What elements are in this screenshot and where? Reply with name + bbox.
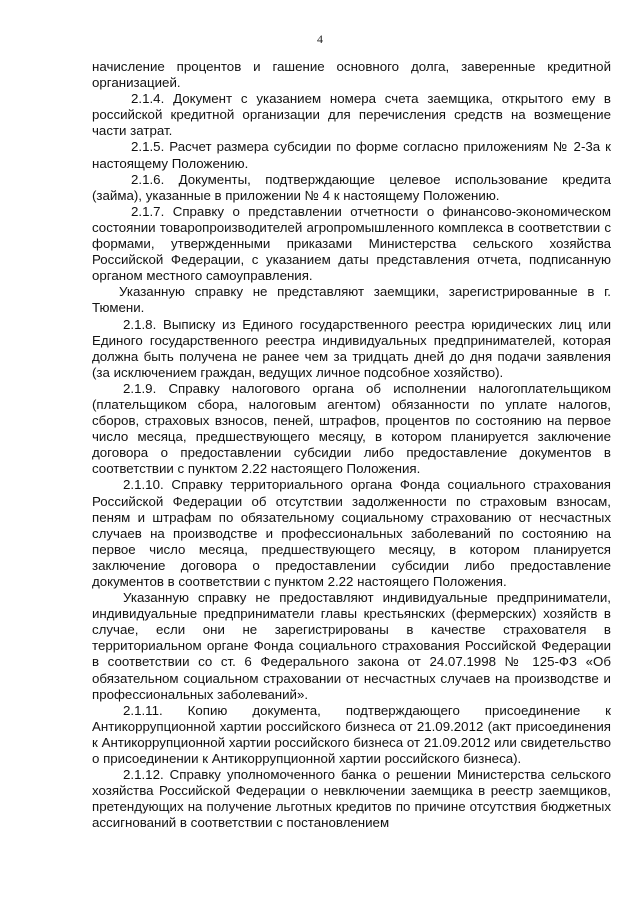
- paragraph-2-1-12: 2.1.12. Справку уполномоченного банка о решении Министерства сельского хозяйства Российской Федерации о невключении заемщика в реестр заемщиков, претендующих на получение льготных кредитов по причине отсутствия бюджетных ассигнований в соответствии с постановлением: [92, 767, 611, 831]
- paragraph-2-1-9: 2.1.9. Справку налогового органа об исполнении налогоплательщиком (плательщиком сбора, налоговым агентом) обязанности по уплате налогов, сборов, страховых взносов, пеней, штрафов, процентов по состоянию на первое число месяца, предшествующего месяцу, в котором планируется заключение договора о предоставлении субсидии либо предоставление документов в соответствии с пунктом 2.22 настоящего Положения.: [92, 380, 611, 477]
- paragraph-2-1-11: 2.1.11. Копию документа, подтверждающего присоединение к Антикоррупционной хартии российского бизнеса от 21.09.2012 (акт присоединения к Антикоррупционной хартии российского бизнеса от 21.09.2012 или свидетельство о присоединении к Антикоррупционной хартии российского бизнеса).: [92, 702, 611, 767]
- paragraph-2-1-7: 2.1.7. Справку о представлении отчетности о финансово-экономическом состоянии товаропроизводителей агропромышленного комплекса в соответствии с формами, утвержденными приказами Министерства сельского хозяйства Российской Федерации, с указанием даты представления отчета, подписанную органом местного самоуправления.: [92, 203, 611, 284]
- paragraph-2-1-5: 2.1.5. Расчет размера субсидии по форме согласно приложениям № 2-3а к настоящему Положению.: [92, 139, 611, 171]
- page-number: 4: [317, 32, 323, 46]
- paragraph-2-1-4: 2.1.4. Документ с указанием номера счета заемщика, открытого ему в российской кредитной организации для перечисления средств на возмещение части затрат.: [92, 91, 611, 139]
- paragraph-2-1-10: 2.1.10. Справку территориального органа Фонда социального страхования Российской Федерации об отсутствии задолженности по страховым взносам, пеням и штрафам по обязательному социальному страхованию от несчастных случаев на производстве и профессиональных заболеваний по состоянию на первое число месяца, предшествующего месяцу, в котором планируется заключение договора о предоставлении субсидии либо предоставление документов в соответствии с пунктом 2.22 настоящего Положения.: [92, 477, 611, 589]
- paragraph-note-tyumen: Указанную справку не представляют заемщики, зарегистрированные в г. Тюмени.: [92, 284, 611, 316]
- paragraph-2-1-8: 2.1.8. Выписку из Единого государственного реестра юридических лиц или Единого государственного реестра индивидуальных предпринимателей, которая должна быть получена не ранее чем за тридцать дней до дня подачи заявления (за исключением граждан, ведущих личное подсобное хозяйство).: [92, 316, 611, 380]
- paragraph-2-1-6: 2.1.6. Документы, подтверждающие целевое использование кредита (займа), указанные в приложении № 4 к настоящему Положению.: [92, 171, 611, 203]
- paragraph-continuation: начисление процентов и гашение основного долга, заверенные кредитной организацией.: [92, 59, 611, 91]
- paragraph-note-fss: Указанную справку не предоставляют индивидуальные предприниматели, индивидуальные предприниматели главы крестьянских (фермерских) хозяйств в случае, если они не зарегистрированы в качестве страхователя в территориальном органе Фонда социального страхования Российской Федерации в соответствии со ст. 6 Федерального закона от 24.07.1998 № 125-ФЗ «Об обязательном социальном страховании от несчастных случаев на производстве и профессиональных заболеваний».: [92, 590, 611, 702]
- document-body: [92, 59, 611, 832]
